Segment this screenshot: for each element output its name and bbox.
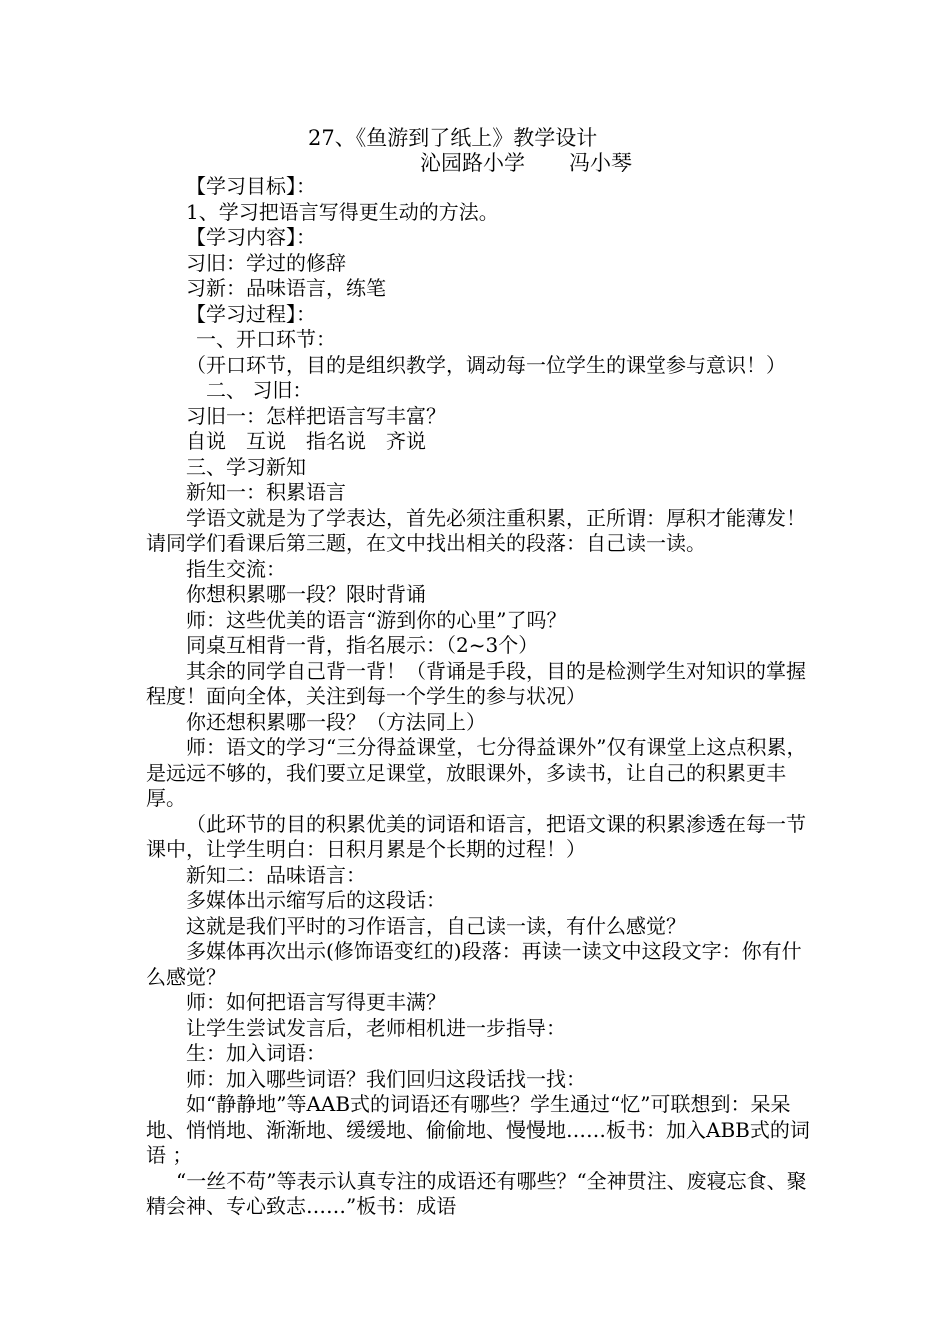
paragraph: 你还想积累哪一段？（方法同上）: [186, 709, 486, 734]
paragraph: 师：这些优美的语言“游到你的心里”了吗？: [186, 607, 567, 632]
paragraph: 习旧一：怎样把语言写丰富？: [186, 403, 446, 428]
school-name: 沁园路小学: [420, 151, 525, 175]
paragraph: 新知一：积累语言: [186, 480, 346, 504]
step-heading: 二、 习旧：: [206, 378, 313, 402]
paragraph: 这就是我们平时的习作语言，自己读一读，有什么感觉？: [186, 913, 686, 938]
paragraph: 你想积累哪一段？限时背诵: [186, 582, 426, 606]
paragraph: 指生交流：: [186, 556, 286, 581]
paragraph: 学语文就是为了学表达，首先必须注重积累，正所谓：厚积才能薄发！请同学们看课后第三题，在文中找出相关的段落：自己读一读。: [146, 505, 806, 555]
step-heading: 一、开口环节：: [196, 327, 336, 351]
section-heading-process: 【学习过程】：: [186, 301, 316, 326]
paragraph: 其余的同学自己背一背！（背诵是手段，目的是检测学生对知识的掌握程度！面向全体，关注到每一个学生的参与状况）: [146, 658, 806, 708]
paragraph: 多媒体再次出示(修饰语变红的)段落：再读一读文中这段文字：你有什么感觉？: [146, 939, 802, 989]
step-heading: 三、学习新知: [186, 454, 306, 479]
paragraph: 多媒体出示缩写后的这段话：: [186, 888, 446, 912]
paragraph: 生：加入词语：: [186, 1041, 326, 1065]
paragraph: “一丝不苟”等表示认真专注的成语还有哪些？“全神贯注、废寝忘食、聚精会神、专心致志……”板书：成语: [146, 1168, 807, 1218]
author-name: 冯小琴: [569, 151, 632, 175]
document-title: 27、《鱼游到了纸上》教学设计: [308, 126, 598, 150]
section-heading-goals: 【学习目标】：: [186, 174, 316, 198]
paragraph: 自说 互说 指名说 齐说: [186, 429, 426, 453]
paragraph: 让学生尝试发言后，老师相机进一步指导：: [186, 1015, 566, 1040]
paragraph: 同桌互相背一背，指名展示：（2~3个）: [186, 633, 539, 657]
content-item: 习旧：学过的修辞: [186, 250, 346, 275]
section-heading-content: 【学习内容】：: [186, 225, 316, 249]
paragraph: 如“静静地”等AAB式的词语还有哪些？学生通过“忆”可联想到：呆呆地、悄悄地、渐渐地、缓缓地、偷偷地、慢慢地……板书：加入ABB式的词语 ；: [146, 1092, 810, 1167]
document-byline: [420, 149, 632, 177]
paragraph: 新知二：品味语言：: [186, 862, 366, 887]
goal-item: 1、学习把语言写得更生动的方法。: [186, 199, 499, 224]
paragraph: 师：加入哪些词语？我们回归这段话找一找：: [186, 1066, 586, 1091]
paragraph: 师：如何把语言写得更丰满？: [186, 990, 446, 1014]
paragraph: 师：语文的学习“三分得益课堂，七分得益课外”仅有课堂上这点积累，是远远不够的，我们要立足课堂，放眼课外，多读书，让自己的积累更丰厚。: [146, 735, 807, 810]
content-item: 习新：品味语言，练笔: [186, 276, 386, 300]
document-body: [146, 174, 818, 1220]
paragraph: （开口环节，目的是组织教学，调动每一位学生的课堂参与意识！）: [186, 352, 786, 377]
paragraph: （此环节的目的积累优美的词语和语言，把语文课的积累渗透在每一节课中，让学生明白：日积月累是个长期的过程！）: [146, 811, 806, 861]
